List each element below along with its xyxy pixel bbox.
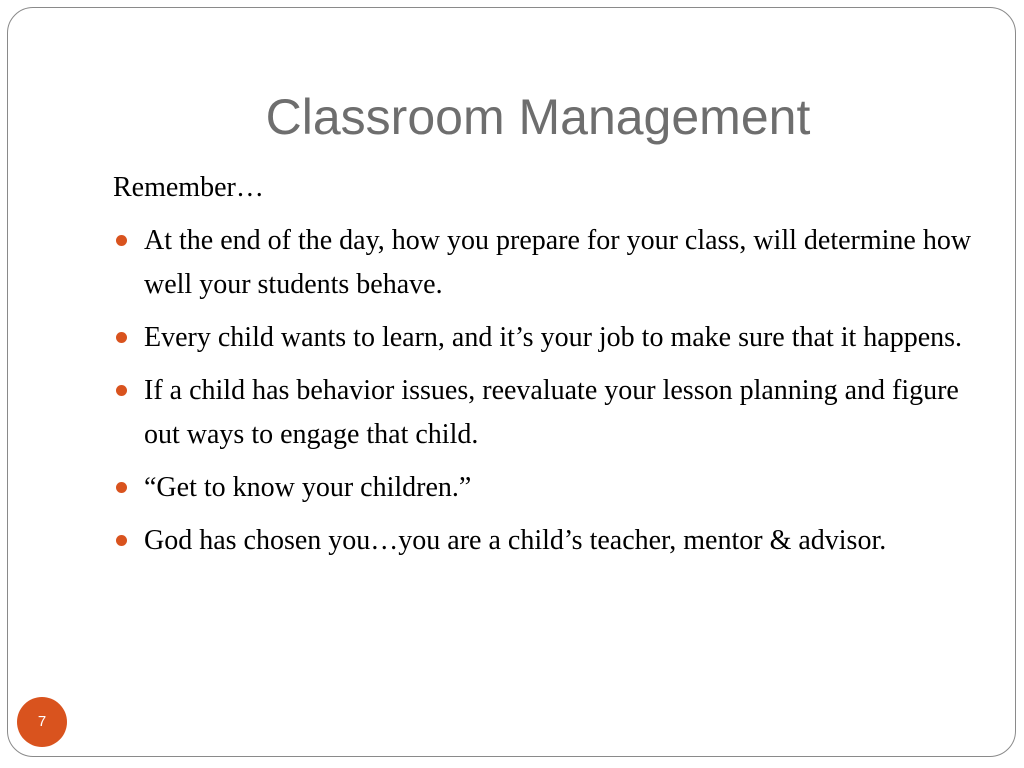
slide-title: Classroom Management — [265, 89, 811, 145]
slide-number-badge: 7 — [17, 697, 67, 747]
slide-content — [113, 166, 973, 572]
bullet-item — [113, 219, 973, 307]
bullet-dot-icon — [116, 235, 127, 246]
bullet-dot-icon — [116, 535, 127, 546]
bullet-text: Every child wants to learn, and it’s your job to make sure that it happens. — [144, 322, 963, 353]
bullet-dot-icon — [116, 482, 127, 493]
bullet-text: At the end of the day, how you prepare for your class, will determine how well your students behave. — [144, 225, 972, 300]
bullet-item — [113, 369, 973, 457]
bullet-item — [113, 519, 973, 563]
bullet-item — [113, 466, 973, 510]
bullet-text: God has chosen you…you are a child’s teacher, mentor & advisor. — [144, 525, 887, 556]
bullet-item — [113, 316, 973, 360]
bullet-text: If a child has behavior issues, reevaluate your lesson planning and figure out ways to engage that child. — [144, 375, 959, 450]
bullet-list — [113, 219, 973, 563]
bullet-text: “Get to know your children.” — [144, 472, 472, 503]
bullet-dot-icon — [116, 332, 127, 343]
intro-text: Remember… — [113, 172, 264, 203]
bullet-dot-icon — [116, 385, 127, 396]
